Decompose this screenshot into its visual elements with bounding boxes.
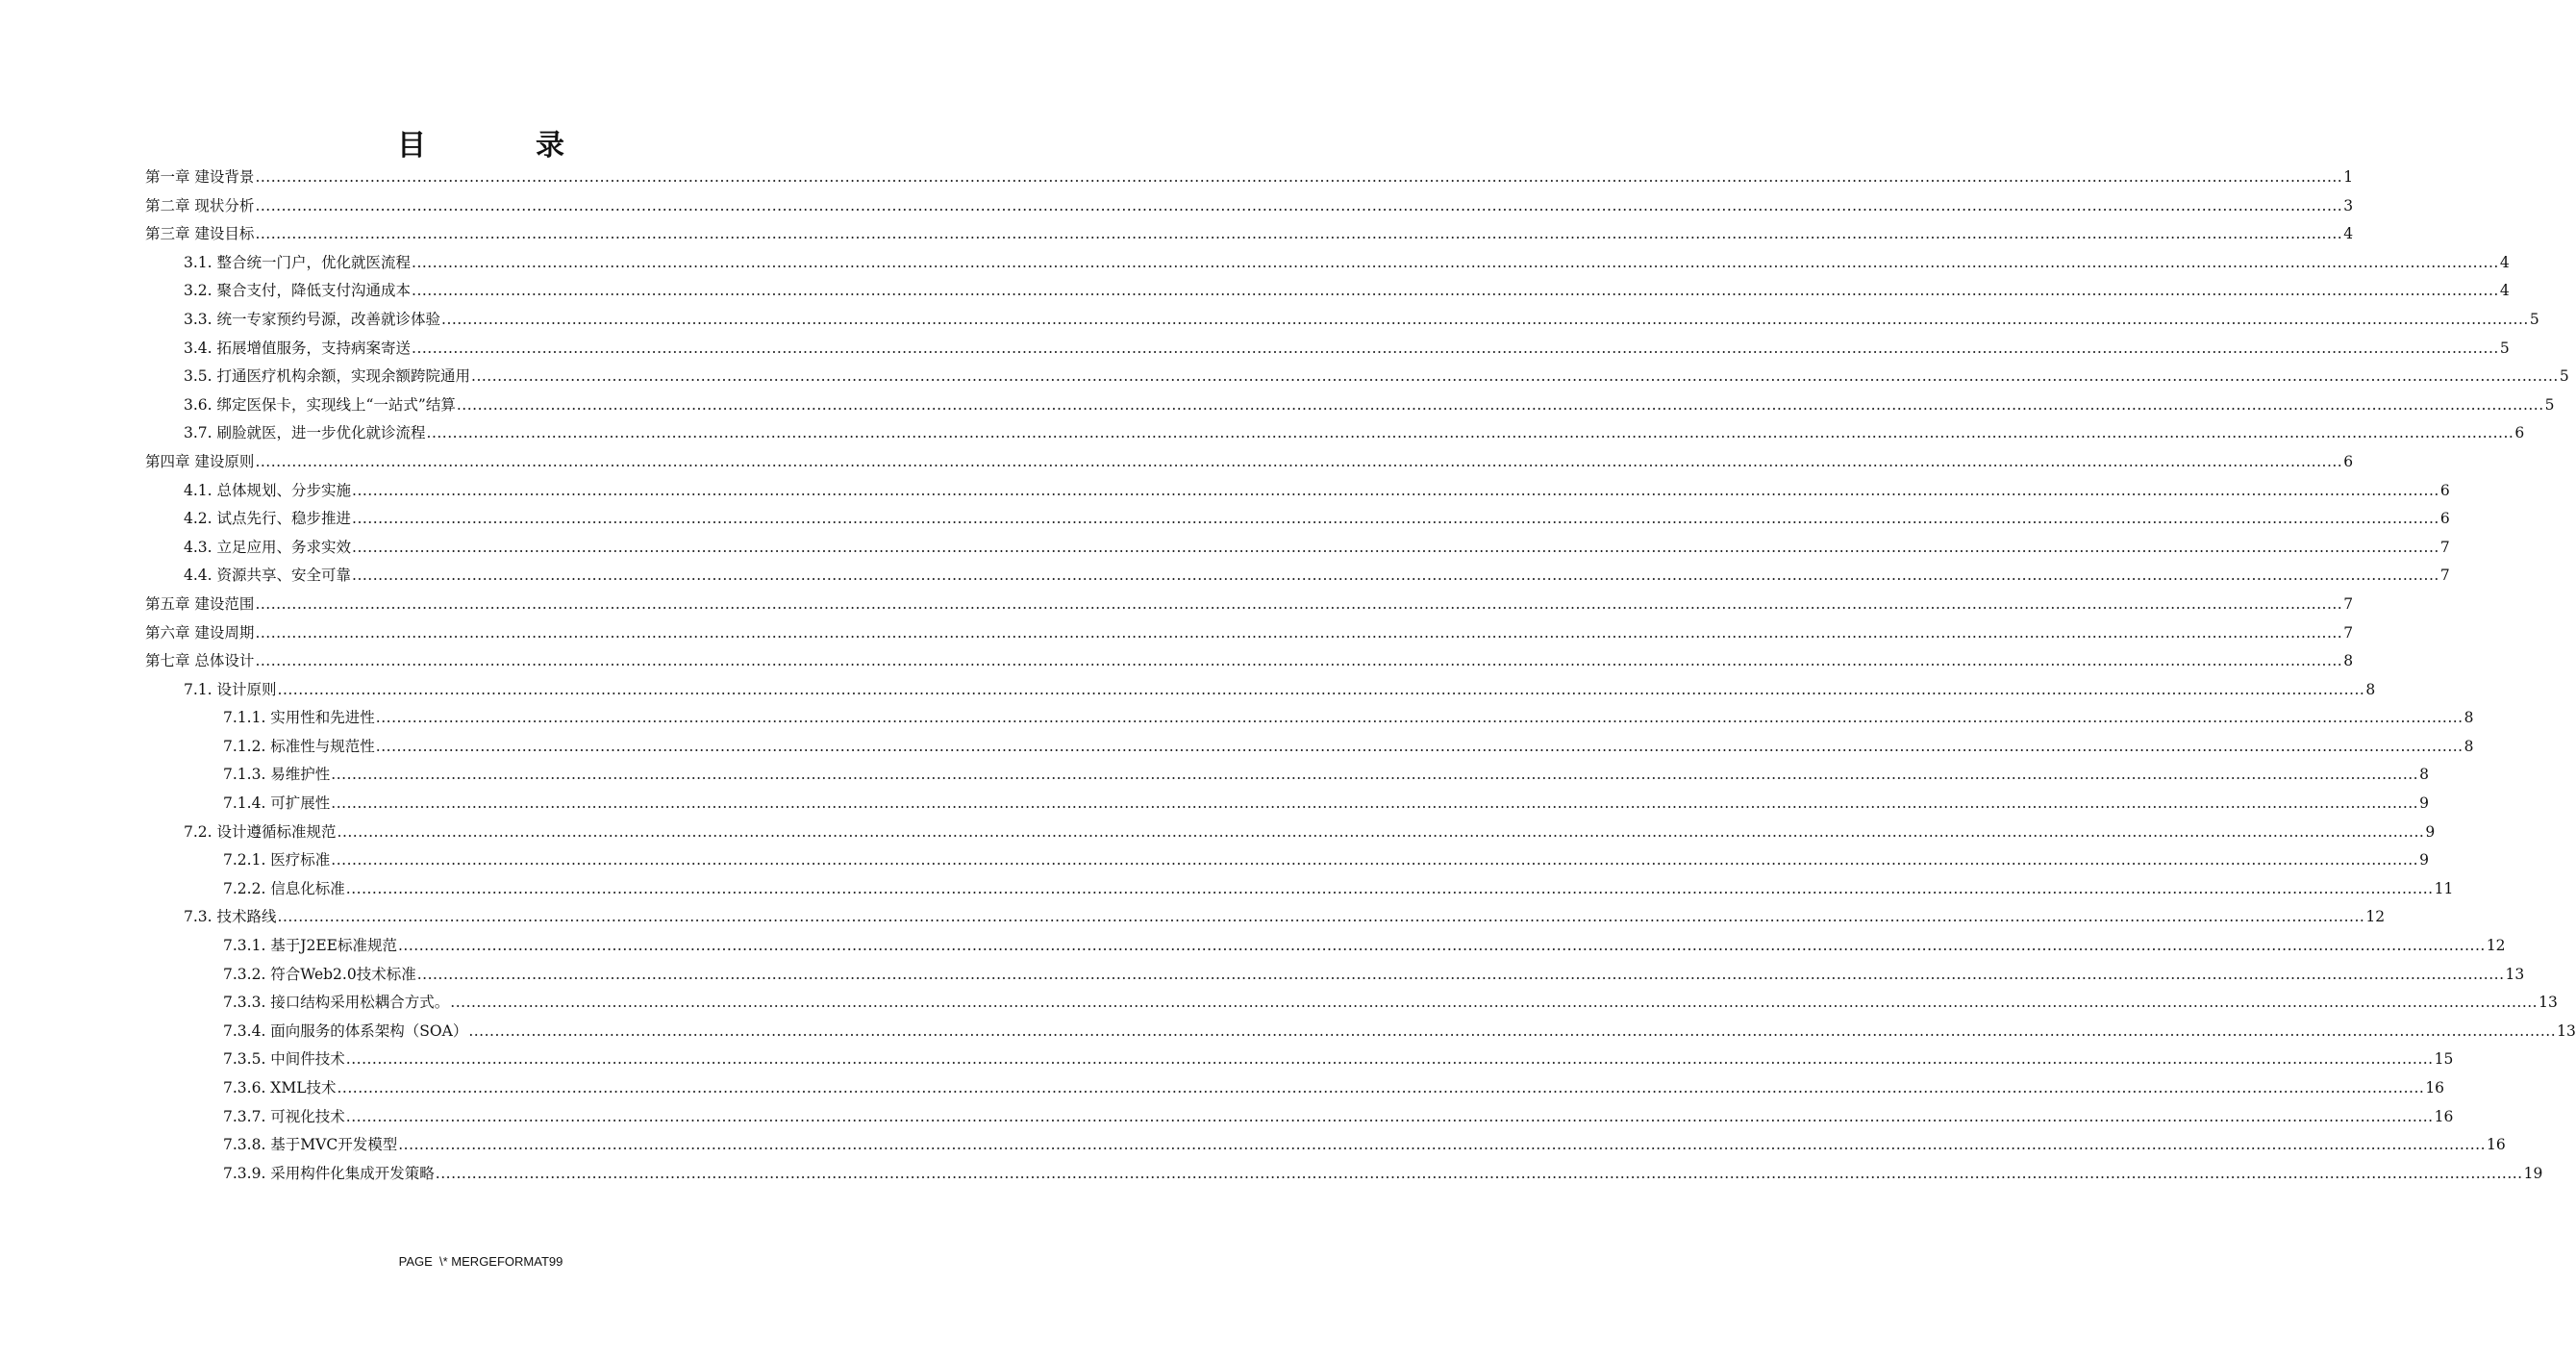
toc-entry-page-number: 4 bbox=[2499, 282, 2510, 300]
dot-leader: ................................................................................................................................................................................................................................................................................................................................................................................................................ bbox=[471, 367, 2559, 386]
toc-entry-page-number: 13 bbox=[2505, 965, 2525, 983]
toc-entry-page-number: 5 bbox=[2559, 367, 2569, 386]
toc-entry-label: 3.4. 拓展增值服务，支持病案寄送 bbox=[184, 339, 412, 357]
toc-entry[interactable] bbox=[0, 306, 2539, 335]
toc-entry-page-number: 12 bbox=[2486, 937, 2506, 955]
toc-entry-label: 7.3. 技术路线 bbox=[184, 908, 277, 926]
toc-entry-label: 7.3.9. 采用构件化集成开发策略 bbox=[223, 1164, 435, 1182]
toc-entry-label: 7.1.4. 可扩展性 bbox=[223, 794, 331, 813]
toc-entry-page-number: 16 bbox=[2425, 1079, 2445, 1096]
toc-entry-page-number: 16 bbox=[2434, 1107, 2454, 1125]
toc-entry-label: 第一章 建设背景 bbox=[145, 168, 255, 186]
toc-entry[interactable] bbox=[0, 591, 2354, 619]
toc-entry[interactable] bbox=[0, 761, 2429, 790]
dot-leader: ................................................................................................................................................................................................................................................................................................................................................................................................................ bbox=[255, 594, 2343, 613]
toc-entry-page-number: 4 bbox=[2499, 253, 2510, 271]
toc-entry-label: 7.2. 设计遵循标准规范 bbox=[184, 822, 337, 841]
dot-leader: ................................................................................................................................................................................................................................................................................................................................................................................................................ bbox=[375, 737, 2463, 755]
toc-entry-page-number: 12 bbox=[2365, 908, 2386, 926]
toc-entry-label: 4.4. 资源共享、安全可靠 bbox=[184, 567, 352, 585]
toc-entry-page-number: 8 bbox=[2463, 709, 2474, 727]
toc-entry[interactable] bbox=[0, 819, 2436, 847]
dot-leader: ................................................................................................................................................................................................................................................................................................................................................................................................................ bbox=[412, 253, 2499, 271]
toc-entry[interactable] bbox=[0, 676, 2376, 705]
toc-entry-page-number: 15 bbox=[2434, 1050, 2454, 1069]
dot-leader: ................................................................................................................................................................................................................................................................................................................................................................................................................ bbox=[352, 510, 2439, 528]
dot-leader: ................................................................................................................................................................................................................................................................................................................................................................................................................ bbox=[412, 282, 2499, 300]
dot-leader: ................................................................................................................................................................................................................................................................................................................................................................................................................ bbox=[331, 794, 2419, 813]
toc-entry-label: 第三章 建设目标 bbox=[145, 225, 255, 243]
dot-leader: ................................................................................................................................................................................................................................................................................................................................................................................................................ bbox=[352, 538, 2439, 556]
toc-list bbox=[0, 164, 2576, 1188]
toc-entry[interactable] bbox=[0, 363, 2569, 391]
toc-entry[interactable] bbox=[0, 875, 2454, 904]
toc-entry-label: 7.3.5. 中间件技术 bbox=[223, 1050, 345, 1069]
dot-leader: ................................................................................................................................................................................................................................................................................................................................................................................................................ bbox=[255, 168, 2343, 186]
dot-leader: ................................................................................................................................................................................................................................................................................................................................................................................................................ bbox=[331, 766, 2419, 784]
toc-entry[interactable] bbox=[0, 903, 2386, 932]
toc-entry-page-number: 11 bbox=[2434, 879, 2454, 897]
toc-entry-label: 第二章 现状分析 bbox=[145, 196, 255, 214]
toc-entry[interactable] bbox=[0, 419, 2525, 448]
toc-entry-label: 7.2.2. 信息化标准 bbox=[223, 879, 345, 897]
dot-leader: ................................................................................................................................................................................................................................................................................................................................................................................................................ bbox=[255, 452, 2343, 470]
toc-entry-label: 7.2.1. 医疗标准 bbox=[223, 851, 331, 870]
toc-entry[interactable] bbox=[0, 1160, 2543, 1189]
toc-entry-page-number: 13 bbox=[2538, 994, 2558, 1012]
toc-entry-page-number: 7 bbox=[2439, 538, 2450, 556]
toc-entry-label: 7.3.3. 接口结构采用松耦合方式。 bbox=[223, 994, 450, 1012]
toc-entry-label: 4.3. 立足应用、务求实效 bbox=[184, 538, 352, 556]
toc-entry-label: 第四章 建设原则 bbox=[145, 452, 255, 470]
toc-entry-label: 3.2. 聚合支付，降低支付沟通成本 bbox=[184, 282, 412, 300]
dot-leader: ................................................................................................................................................................................................................................................................................................................................................................................................................ bbox=[277, 680, 2365, 698]
toc-entry[interactable] bbox=[0, 220, 2354, 249]
dot-leader: ................................................................................................................................................................................................................................................................................................................................................................................................................ bbox=[255, 196, 2343, 214]
dot-leader: ................................................................................................................................................................................................................................................................................................................................................................................................................ bbox=[398, 937, 2486, 955]
dot-leader: ................................................................................................................................................................................................................................................................................................................................................................................................................ bbox=[435, 1164, 2523, 1182]
toc-entry-label: 7.1.2. 标准性与规范性 bbox=[223, 737, 375, 755]
toc-entry-page-number: 4 bbox=[2343, 225, 2354, 243]
toc-entry-page-number: 6 bbox=[2439, 481, 2450, 499]
toc-entry-label: 第七章 总体设计 bbox=[145, 652, 255, 670]
toc-entry[interactable] bbox=[0, 989, 2558, 1018]
toc-entry[interactable] bbox=[0, 932, 2506, 961]
toc-entry-page-number: 8 bbox=[2365, 680, 2376, 698]
toc-entry-label: 7.1. 设计原则 bbox=[184, 680, 277, 698]
toc-entry-page-number: 1 bbox=[2343, 168, 2354, 186]
toc-entry[interactable] bbox=[0, 619, 2354, 648]
toc-entry-label: 第六章 建设周期 bbox=[145, 623, 255, 642]
dot-leader: ................................................................................................................................................................................................................................................................................................................................................................................................................ bbox=[398, 1136, 2487, 1154]
toc-entry[interactable] bbox=[0, 647, 2354, 676]
dot-leader: ................................................................................................................................................................................................................................................................................................................................................................................................................ bbox=[337, 822, 2425, 841]
toc-entry[interactable] bbox=[0, 249, 2510, 278]
toc-entry-page-number: 8 bbox=[2463, 737, 2474, 755]
toc-entry-page-number: 9 bbox=[2419, 794, 2429, 813]
toc-entry[interactable] bbox=[0, 192, 2354, 221]
toc-entry-label: 3.3. 统一专家预约号源，改善就诊体验 bbox=[184, 310, 441, 328]
toc-entry[interactable] bbox=[0, 164, 2354, 192]
toc-entry-page-number: 6 bbox=[2343, 452, 2354, 470]
toc-title: 目 录 bbox=[397, 129, 605, 163]
toc-entry-label: 7.3.1. 基于J2EE标准规范 bbox=[223, 937, 397, 955]
dot-leader: ................................................................................................................................................................................................................................................................................................................................................................................................................ bbox=[255, 652, 2343, 670]
dot-leader: ................................................................................................................................................................................................................................................................................................................................................................................................................ bbox=[375, 709, 2463, 727]
toc-entry-label: 7.1.3. 易维护性 bbox=[223, 766, 331, 784]
toc-entry[interactable] bbox=[0, 1074, 2445, 1103]
toc-entry[interactable] bbox=[0, 477, 2450, 506]
toc-entry[interactable] bbox=[0, 1046, 2454, 1074]
toc-entry-label: 7.3.8. 基于MVC开发模型 bbox=[223, 1136, 398, 1154]
toc-entry-page-number: 5 bbox=[2544, 395, 2555, 414]
dot-leader: ................................................................................................................................................................................................................................................................................................................................................................................................................ bbox=[412, 339, 2499, 357]
dot-leader: ................................................................................................................................................................................................................................................................................................................................................................................................................ bbox=[345, 879, 2434, 897]
dot-leader: ................................................................................................................................................................................................................................................................................................................................................................................................................ bbox=[416, 965, 2505, 983]
toc-entry-page-number: 7 bbox=[2343, 594, 2354, 613]
toc-entry[interactable] bbox=[0, 505, 2450, 534]
dot-leader: ................................................................................................................................................................................................................................................................................................................................................................................................................ bbox=[468, 1021, 2557, 1040]
toc-entry-page-number: 16 bbox=[2487, 1136, 2506, 1154]
toc-entry[interactable] bbox=[0, 448, 2354, 477]
dot-leader: ................................................................................................................................................................................................................................................................................................................................................................................................................ bbox=[255, 623, 2343, 642]
toc-entry-label: 3.6. 绑定医保卡，实现线上“一站式”结算 bbox=[184, 395, 456, 414]
toc-entry[interactable] bbox=[0, 391, 2555, 420]
toc-entry-label: 第五章 建设范围 bbox=[145, 594, 255, 613]
toc-entry-label: 3.7. 刷脸就医，进一步优化就诊流程 bbox=[184, 424, 426, 442]
toc-entry-page-number: 3 bbox=[2343, 196, 2354, 214]
dot-leader: ................................................................................................................................................................................................................................................................................................................................................................................................................ bbox=[337, 1079, 2425, 1096]
dot-leader: ................................................................................................................................................................................................................................................................................................................................................................................................................ bbox=[331, 851, 2419, 870]
toc-entry[interactable] bbox=[0, 846, 2429, 875]
dot-leader: ................................................................................................................................................................................................................................................................................................................................................................................................................ bbox=[352, 481, 2439, 499]
toc-entry-label: 7.3.4. 面向服务的体系架构（SOA） bbox=[223, 1021, 468, 1040]
toc-entry[interactable] bbox=[0, 704, 2474, 733]
toc-entry[interactable] bbox=[0, 562, 2450, 591]
dot-leader: ................................................................................................................................................................................................................................................................................................................................................................................................................ bbox=[456, 395, 2544, 414]
toc-entry-page-number: 6 bbox=[2514, 424, 2525, 442]
dot-leader: ................................................................................................................................................................................................................................................................................................................................................................................................................ bbox=[441, 310, 2529, 328]
toc-entry-page-number: 5 bbox=[2499, 339, 2510, 357]
toc-entry-page-number: 13 bbox=[2557, 1021, 2576, 1040]
toc-entry-page-number: 7 bbox=[2343, 623, 2354, 642]
toc-entry-label: 4.2. 试点先行、稳步推进 bbox=[184, 510, 352, 528]
toc-entry[interactable] bbox=[0, 790, 2429, 819]
dot-leader: ................................................................................................................................................................................................................................................................................................................................................................................................................ bbox=[345, 1107, 2434, 1125]
dot-leader: ................................................................................................................................................................................................................................................................................................................................................................................................................ bbox=[450, 994, 2538, 1012]
toc-entry-page-number: 6 bbox=[2439, 510, 2450, 528]
dot-leader: ................................................................................................................................................................................................................................................................................................................................................................................................................ bbox=[352, 567, 2439, 585]
page-footer: PAGE \* MERGEFORMAT99 bbox=[398, 1254, 563, 1269]
toc-entry-page-number: 9 bbox=[2425, 822, 2436, 841]
toc-entry[interactable] bbox=[0, 1018, 2576, 1046]
toc-entry-page-number: 8 bbox=[2343, 652, 2354, 670]
toc-entry-label: 7.3.7. 可视化技术 bbox=[223, 1107, 345, 1125]
toc-entry-page-number: 5 bbox=[2529, 310, 2539, 328]
dot-leader: ................................................................................................................................................................................................................................................................................................................................................................................................................ bbox=[255, 225, 2343, 243]
toc-entry[interactable] bbox=[0, 335, 2510, 364]
toc-entry[interactable] bbox=[0, 534, 2450, 563]
toc-entry-page-number: 19 bbox=[2523, 1164, 2543, 1182]
toc-entry[interactable] bbox=[0, 277, 2510, 306]
toc-entry[interactable] bbox=[0, 733, 2474, 762]
dot-leader: ................................................................................................................................................................................................................................................................................................................................................................................................................ bbox=[277, 908, 2365, 926]
toc-entry-label: 7.3.2. 符合Web2.0技术标准 bbox=[223, 965, 416, 983]
toc-entry-label: 4.1. 总体规划、分步实施 bbox=[184, 481, 352, 499]
dot-leader: ................................................................................................................................................................................................................................................................................................................................................................................................................ bbox=[345, 1050, 2434, 1069]
toc-entry-page-number: 7 bbox=[2439, 567, 2450, 585]
dot-leader: ................................................................................................................................................................................................................................................................................................................................................................................................................ bbox=[426, 424, 2514, 442]
toc-entry-label: 7.3.6. XML技术 bbox=[223, 1079, 337, 1096]
toc-entry[interactable] bbox=[0, 1131, 2506, 1160]
toc-entry-page-number: 8 bbox=[2419, 766, 2429, 784]
toc-entry[interactable] bbox=[0, 1103, 2454, 1132]
toc-entry-label: 3.5. 打通医疗机构余额，实现余额跨院通用 bbox=[184, 367, 471, 386]
toc-entry-label: 3.1. 整合统一门户，优化就医流程 bbox=[184, 253, 412, 271]
toc-entry-page-number: 9 bbox=[2419, 851, 2429, 870]
toc-entry[interactable] bbox=[0, 961, 2525, 990]
toc-entry-label: 7.1.1. 实用性和先进性 bbox=[223, 709, 375, 727]
